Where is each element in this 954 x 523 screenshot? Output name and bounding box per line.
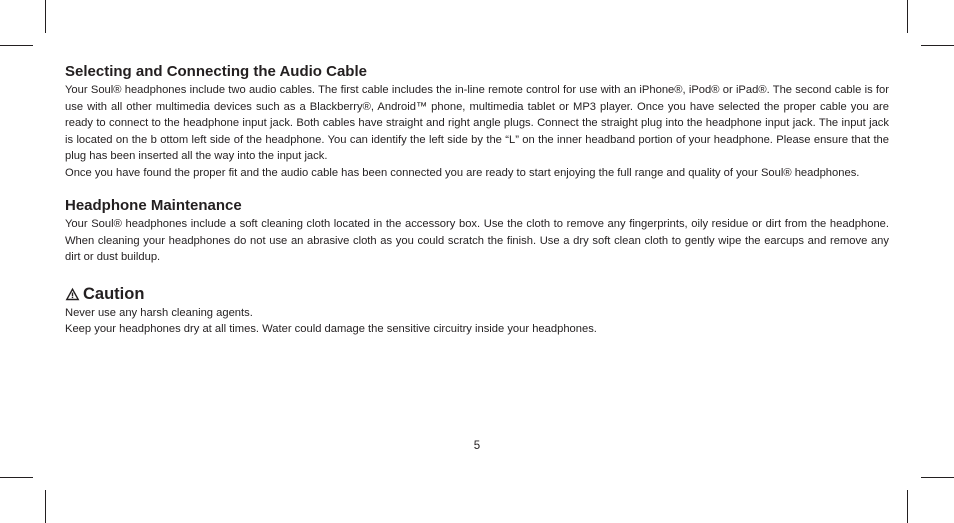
- page-number: 5: [473, 440, 481, 452]
- audio-cable-paragraph-1: Your Soul® headphones include two audio cables. The first cable includes the in-line remote control for use with an iPhone®, iPod® or iPad®. The second cable is for use with all other multimedia devices such as a Blackberry®, Android™ phone, multimedia tablet or MP3 player. Once you have selected the proper cable you are ready to connect to the headphone input jack. Both cables have straight and right angle plugs. Connect the straight plug into the headphone input jack. The input jack is located on the b ottom left side of the headphone. You can identify the left side by the “L” on the inner headband portion of your headphone. Please ensure that the plug has been inserted all the way into the input jack.: [65, 84, 889, 162]
- crop-mark-top-right-vertical: [907, 0, 908, 33]
- section-title-audio-cable: Selecting and Connecting the Audio Cable: [65, 63, 367, 80]
- crop-mark-bottom-left-vertical: [45, 490, 46, 523]
- caution-heading: [65, 284, 889, 305]
- caution-line-1: Never use any harsh cleaning agents.: [65, 306, 253, 319]
- crop-mark-bottom-right-vertical: [907, 490, 908, 523]
- warning-triangle-icon: [65, 287, 80, 301]
- section-maintenance: [65, 196, 889, 266]
- crop-mark-top-right-horizontal: [921, 45, 954, 46]
- audio-cable-paragraph-2: Once you have found the proper fit and the audio cable has been connected you are ready to start enjoying the full range and quality of your Soul® headphones.: [65, 166, 860, 179]
- crop-mark-top-left-horizontal: [0, 45, 33, 46]
- page-content: [65, 62, 889, 338]
- caution-title: Caution: [83, 284, 145, 303]
- caution-line-2: Keep your headphones dry at all times. Water could damage the sensitive circuitry inside your headphones.: [65, 323, 597, 335]
- crop-mark-bottom-left-horizontal: [0, 477, 33, 478]
- section-caution: [65, 284, 889, 338]
- section-title-maintenance: Headphone Maintenance: [65, 197, 242, 214]
- section-audio-cable: [65, 62, 889, 181]
- crop-mark-top-left-vertical: [45, 0, 46, 33]
- crop-mark-bottom-right-horizontal: [921, 477, 954, 478]
- maintenance-paragraph: Your Soul® headphones include a soft cleaning cloth located in the accessory box. Use the cloth to remove any fingerprints, oily residue or dirt from the headphone. When cleaning your headphones do not use an abrasive cloth as you could scratch the finish. Use a dry soft clean cloth to gently wipe the earcups and remove any dirt or dust buildup.: [65, 218, 889, 263]
